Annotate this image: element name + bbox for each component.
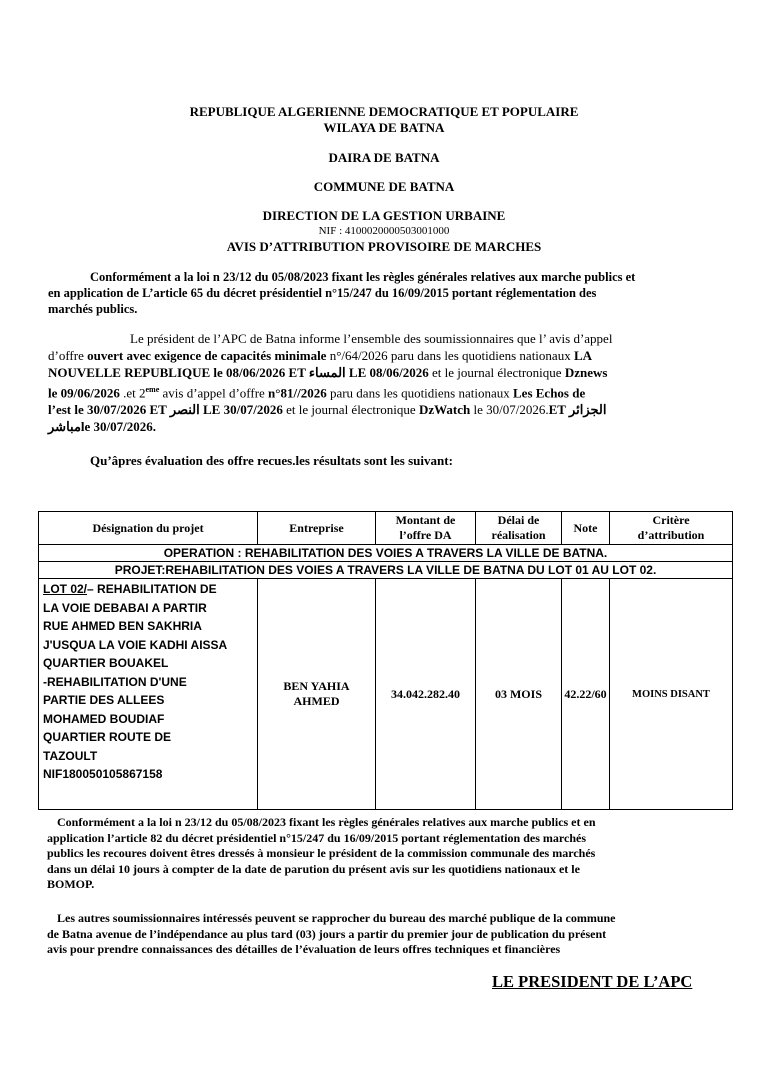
header-line: Montant de	[395, 513, 456, 527]
recours-line: publics les recoures doivent êtres dressés à monsieur le président de la commission communale des marchés	[47, 846, 596, 860]
lot-line: TAZOULT	[43, 748, 98, 763]
lot-line	[43, 580, 253, 599]
announcement-text: le 30/07/2026.	[80, 419, 157, 435]
announcement-text: NOUVELLE REPUBLIQUE le 08/06/2026 ET	[48, 365, 309, 380]
header-direction: DIRECTION DE LA GESTION URBAINE	[262, 208, 506, 223]
announcement-text: DzWatch	[418, 402, 471, 418]
announcement-text: LA	[573, 348, 593, 363]
montant-cell: 34.042.282.40	[376, 579, 476, 810]
others-line: avis pour prendre connaissances des détailles de l’évaluation de leurs offres techniques et financières	[47, 942, 561, 956]
nif-value: 4100020000503001000	[344, 225, 450, 237]
announcement-text: Le président de l’APC de Batna informe l’ensemble des soumissionnaires que l’ avis d’appel	[130, 331, 613, 346]
announcement-text: paru dans les quotidiens nationaux	[326, 385, 514, 401]
intro-line: en application de L’article 65 du décret présidentiel n°15/247 du 16/09/2015 portant réglementation des	[48, 286, 597, 300]
announcement-line	[48, 401, 748, 418]
header-line: l’offre DA	[399, 528, 452, 542]
col-header-entreprise: Entreprise	[258, 512, 376, 545]
announcement-text: Les Echos de	[513, 385, 586, 401]
announcement-arabic: الجزائر	[568, 402, 607, 418]
announcement-text: LE 30/07/2026	[199, 402, 283, 418]
recours-paragraph	[47, 815, 747, 893]
announcement-text: n°81//2026	[268, 385, 327, 401]
evaluation-line: Qu’âpres évaluation des offre recues.les résultats sont les suivant:	[90, 453, 453, 468]
lot-line: RUE AHMED BEN SAKHRIA	[43, 619, 202, 633]
col-header-designation: Désignation du projet	[39, 512, 258, 545]
lot-line: QUARTIER BOUAKEL	[43, 656, 169, 670]
announcement-text: avis d’appel d’offre	[159, 385, 269, 401]
lot-line: PARTIE DES ALLEES	[43, 693, 165, 707]
note-cell: 42.22/60	[562, 579, 610, 810]
announcement-text: l’est le 30/07/2026 ET	[48, 402, 170, 418]
lot-line: NIF180050105867158	[43, 767, 163, 781]
col-header-critere	[610, 512, 733, 545]
operation-cell: OPERATION : REHABILITATION DES VOIES A TRAVERS LA VILLE DE BATNA.	[39, 545, 733, 562]
announcement-text: le 30/07/2026.	[470, 402, 549, 418]
lot-line: -REHABILITATION D'UNE	[43, 674, 187, 689]
operation-row	[39, 545, 733, 562]
header-line: d’attribution	[637, 528, 705, 542]
header-line: réalisation	[491, 528, 546, 542]
announcement-text: n°/64/2026 paru dans les quotidiens nationaux	[326, 348, 574, 363]
announcement-arabic: المساء	[308, 365, 346, 380]
entreprise-line: BEN YAHIA	[283, 679, 350, 693]
projet-cell: PROJET:REHABILITATION DES VOIES A TRAVERS LA VILLE DE BATNA DU LOT 01 AU LOT 02.	[39, 562, 733, 579]
header-commune: COMMUNE DE BATNA	[313, 179, 455, 194]
col-header-delai	[476, 512, 562, 545]
announcement-line	[48, 364, 748, 381]
others-line: Les autres soumissionnaires intéressés peuvent se rapprocher du bureau des marché publique de la commune	[57, 911, 616, 925]
announcement-text: LE 08/06/2026	[345, 365, 429, 380]
header-line: Critère	[652, 513, 690, 527]
intro-paragraph	[48, 269, 738, 317]
lot-line: MOHAMED BOUDIAF	[43, 711, 165, 726]
nif-label: NIF :	[318, 225, 343, 237]
col-header-note: Note	[562, 512, 610, 545]
others-line: de Batna avenue de l’indépendance au plus tard (03) jours a partir du premier jour de publication du présent	[47, 926, 607, 941]
lot-designation-cell	[39, 579, 258, 810]
avis-title: AVIS D’ATTRIBUTION PROVISOIRE DE MARCHES	[226, 239, 542, 254]
table-header-row	[39, 512, 733, 545]
lot-text: – REHABILITATION DE	[87, 582, 217, 596]
announcement-arabic: النصر	[169, 402, 200, 418]
critere-cell: MOINS DISANT	[610, 579, 733, 810]
results-table	[38, 511, 733, 810]
intro-line: Conformément a la loi n 23/12 du 05/08/2023 fixant les règles générales relatives aux marche publics et	[90, 270, 636, 284]
announcement-line	[48, 347, 748, 364]
header-line: Délai de	[497, 513, 540, 527]
delai-cell: 03 MOIS	[476, 579, 562, 810]
table-row	[39, 579, 733, 810]
announcement-text: ET	[548, 402, 569, 418]
intro-line: marchés publics.	[48, 302, 138, 316]
lot-line: LA VOIE DEBABAI A PARTIR	[43, 600, 207, 615]
announcement-text: le 09/06/2026	[48, 385, 120, 401]
col-header-montant	[376, 512, 476, 545]
announcement-text: Dznews	[564, 365, 608, 380]
entreprise-cell	[258, 579, 376, 810]
announcement-text: et le journal électronique	[428, 365, 565, 380]
announcement-paragraph	[48, 330, 748, 435]
recours-line: Conformément a la loi n 23/12 du 05/08/2023 fixant les règles générales relatives aux marche publics et en	[57, 815, 596, 829]
announcement-text: ouvert avec exigence de capacités minimale	[87, 348, 327, 363]
announcement-line	[48, 330, 748, 347]
signature: LE PRESIDENT DE L’APC	[492, 972, 693, 991]
lot-label: LOT 02/	[43, 582, 88, 596]
announcement-line	[48, 381, 748, 401]
recours-line: BOMOP.	[47, 877, 95, 891]
announcement-text: d’offre	[48, 348, 88, 363]
announcement-line	[48, 418, 748, 435]
announcement-text: .et 2	[119, 385, 146, 401]
recours-line: dans un délai 10 jours à compter de la date de parution du présent avis sur les quotidiens nationaux et le	[47, 861, 580, 876]
header-republic: REPUBLIQUE ALGERIENNE DEMOCRATIQUE ET POPULAIRE	[189, 104, 579, 119]
projet-row	[39, 562, 733, 579]
announcement-arabic: مباشر	[48, 419, 81, 435]
header-wilaya: WILAYA DE BATNA	[323, 120, 445, 135]
header-daira: DAIRA DE BATNA	[328, 150, 440, 165]
recours-line: application l’article 82 du décret présidentiel n°15/247 du 16/09/2015 portant réglementation des marchés	[47, 830, 586, 845]
lot-line: QUARTIER ROUTE DE	[43, 730, 172, 744]
lot-line: J'USQUA LA VOIE KADHI AISSA	[43, 637, 228, 652]
entreprise-line: AHMED	[293, 694, 340, 708]
others-paragraph	[47, 911, 747, 958]
header-nif	[0, 225, 768, 238]
announcement-text: et le journal électronique	[282, 402, 419, 418]
announcement-sup: eme	[145, 385, 160, 394]
